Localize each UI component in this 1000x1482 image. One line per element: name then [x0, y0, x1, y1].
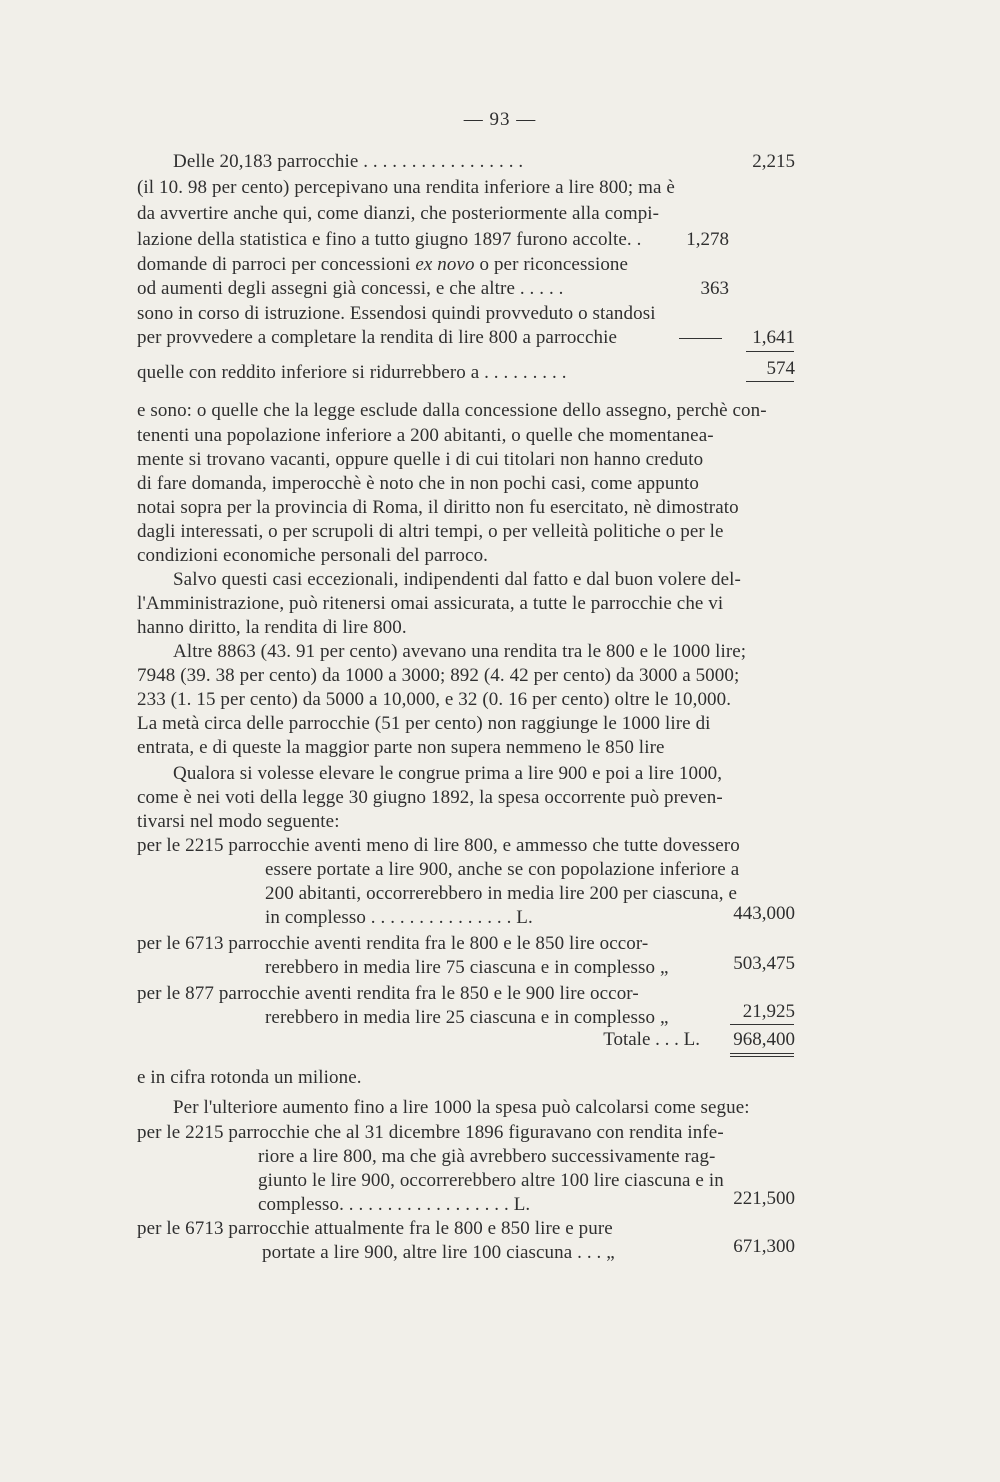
calc1-amount: 443,000 — [733, 903, 795, 924]
calc2-row: per le 6713 parrocchie attualmente fra le 800 e 850 lire e pure — [137, 1218, 613, 1239]
text-line: tenenti una popolazione inferiore a 200 abitanti, o quelle che momentanea- — [137, 425, 714, 446]
calc1-amount: 21,925 — [742, 1001, 795, 1022]
dash-rule — [679, 338, 722, 339]
summary-line-4: lazione della statistica e fino a tutto giugno 1897 furono accolte. . — [137, 229, 642, 250]
calc1-row: per le 877 parrocchie aventi rendita fra le 850 e le 900 lire occor- — [137, 983, 639, 1004]
text-line: hanno diritto, la rendita di lire 800. — [137, 617, 407, 638]
text-line: l'Amministrazione, può ritenersi omai assicurata, a tutte le parrocchie che vi — [137, 593, 724, 614]
summary-amount-1: 2,215 — [752, 151, 795, 172]
text-line: di fare domanda, imperocchè è noto che in non pochi casi, come appunto — [137, 473, 700, 494]
calc1-row: rerebbero in media lire 25 ciascuna e in complesso „ — [265, 1007, 669, 1028]
calc2-row: per le 2215 parrocchie che al 31 dicembre 1896 figuravano con rendita infe- — [137, 1122, 724, 1143]
summary-line-6: od aumenti degli assegni già concessi, e che altre . . . . . — [137, 278, 564, 299]
summary-line-5-italic: ex novo — [415, 254, 475, 275]
total-amount: 968,400 — [733, 1029, 795, 1050]
total-label: Totale . . . L. — [603, 1029, 700, 1050]
calc2-amount: 221,500 — [733, 1188, 795, 1209]
calc2-row: complesso. . . . . . . . . . . . . . . . . . L. — [258, 1194, 531, 1215]
text-line: e in cifra rotonda un milione. — [137, 1067, 362, 1088]
calc1-row: rerebbero in media lire 75 ciascuna e in complesso „ — [265, 957, 669, 978]
summary-line-5-post: o per riconcessione — [474, 254, 629, 275]
text-line: 7948 (39. 38 per cento) da 1000 a 3000; 892 (4. 42 per cento) da 3000 a 5000; — [137, 665, 740, 686]
summary-line-5-pre: domande di parroci per concessioni — [137, 254, 416, 275]
calc2-row: portate a lire 900, altre lire 100 ciascuna . . . „ — [262, 1242, 615, 1263]
text-line: Qualora si volesse elevare le congrue prima a lire 900 e poi a lire 1000, — [173, 763, 723, 784]
summary-line-9: quelle con reddito inferiore si ridurrebbero a . . . . . . . . . — [137, 362, 567, 383]
page-number: — 93 — — [463, 109, 537, 130]
summary-amount-4: 1,278 — [686, 229, 729, 250]
calc1-amount: 503,475 — [733, 953, 795, 974]
total-rule — [730, 1024, 794, 1025]
calc2-intro: Per l'ulteriore aumento fino a lire 1000 la spesa può calcolarsi come segue: — [173, 1097, 750, 1118]
summary-amount-8: 1,641 — [752, 327, 795, 348]
result-rule — [746, 381, 794, 382]
sum-rule — [746, 351, 794, 352]
summary-line-5 — [137, 253, 628, 277]
total-double-rule — [730, 1053, 794, 1054]
calc1-row: in complesso . . . . . . . . . . . . . . . L. — [265, 907, 533, 928]
summary-line-3: da avvertire anche qui, come dianzi, che posteriormente alla compi- — [137, 203, 660, 224]
calc1-row: per le 6713 parrocchie aventi rendita fra le 800 e le 850 lire occor- — [137, 933, 649, 954]
text-line: dagli interessati, o per scrupoli di altri tempi, o per velleità politiche o per le — [137, 521, 724, 542]
summary-amount-6: 363 — [700, 278, 729, 299]
text-line: 233 (1. 15 per cento) da 5000 a 10,000, e 32 (0. 16 per cento) oltre le 10,000. — [137, 689, 732, 710]
calc2-row: riore a lire 800, ma che già avrebbero successivamente rag- — [258, 1146, 716, 1167]
calc2-row: giunto le lire 900, occorrerebbero altre 100 lire ciascuna e in — [258, 1170, 724, 1191]
summary-amount-9: 574 — [766, 358, 795, 379]
summary-line-7: sono in corso di istruzione. Essendosi quindi provveduto o standosi — [137, 303, 656, 324]
text-line: entrata, e di queste la maggior parte non supera nemmeno le 850 lire — [137, 737, 665, 758]
calc1-row: essere portate a lire 900, anche se con popolazione inferiore a — [265, 859, 740, 880]
text-line: La metà circa delle parrocchie (51 per cento) non raggiunge le 1000 lire di — [137, 713, 711, 734]
text-line: come è nei voti della legge 30 giugno 1892, la spesa occorrente può preven- — [137, 787, 723, 808]
total-double-rule — [730, 1056, 794, 1057]
text-line: notai sopra per la provincia di Roma, il diritto non fu esercitato, nè dimostrato — [137, 497, 739, 518]
text-line: condizioni economiche personali del parroco. — [137, 545, 489, 566]
text-line: tivarsi nel modo seguente: — [137, 811, 340, 832]
text-line: e sono: o quelle che la legge esclude dalla concessione dello assegno, perchè con- — [137, 400, 767, 421]
calc1-row: per le 2215 parrocchie aventi meno di lire 800, e ammesso che tutte dovessero — [137, 835, 740, 856]
text-line: Altre 8863 (43. 91 per cento) avevano una rendita tra le 800 e le 1000 lire; — [173, 641, 747, 662]
calc2-amount: 671,300 — [733, 1236, 795, 1257]
summary-line-1: Delle 20,183 parrocchie . . . . . . . . . . . . . . . . . — [173, 151, 524, 172]
text-line: mente si trovano vacanti, oppure quelle i di cui titolari non hanno creduto — [137, 449, 704, 470]
text-line: Salvo questi casi eccezionali, indipendenti dal fatto e dal buon volere del- — [173, 569, 741, 590]
summary-line-2: (il 10. 98 per cento) percepivano una rendita inferiore a lire 800; ma è — [137, 177, 675, 198]
calc1-row: 200 abitanti, occorrerebbero in media lire 200 per ciascuna, e — [265, 883, 738, 904]
summary-line-8: per provvedere a completare la rendita di lire 800 a parrocchie — [137, 327, 618, 348]
